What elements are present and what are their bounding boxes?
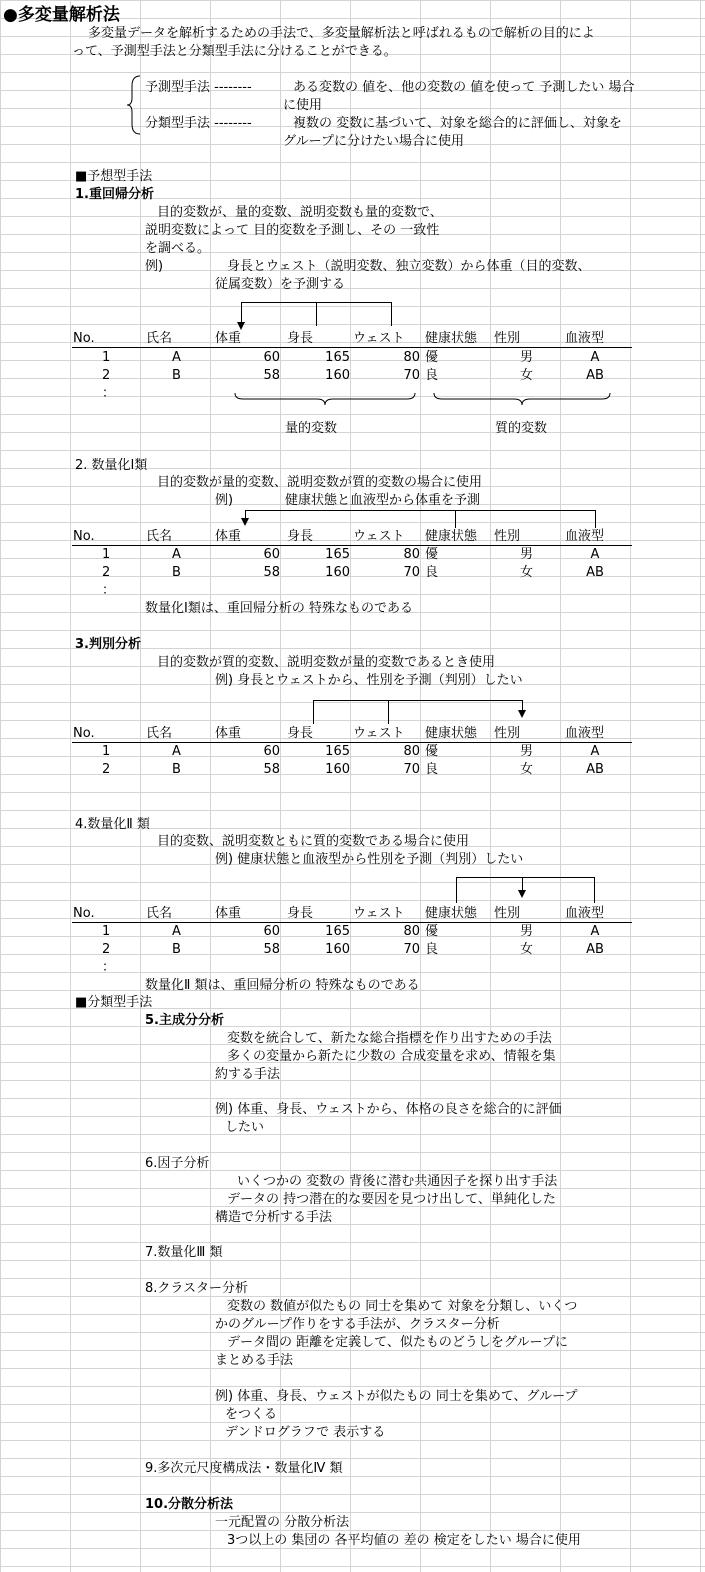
table-cell: 優: [425, 547, 439, 562]
table-cell: 160: [325, 565, 350, 580]
table-cell: 165: [325, 547, 350, 562]
th-waist: ウェスト: [353, 529, 405, 544]
qual-brace: [432, 392, 612, 406]
th-health: 健康状態: [425, 906, 478, 921]
s2-connector-right: [595, 510, 596, 528]
s8-example-1: 例) 体重、身長、ウェストが似たもの 同士を集めて、グループ: [215, 1389, 578, 1404]
th-weight: 体重: [215, 331, 242, 346]
s1-connector-right: [391, 302, 392, 326]
s2-example-label: 例): [215, 493, 234, 508]
s3-desc-1: 目的変数が質的変数、説明変数が量的変数であるとき使用: [157, 655, 496, 670]
s4-example: 例) 健康状態と血液型から性別を予測（判別）したい: [215, 852, 524, 867]
table-cell: 優: [425, 924, 439, 939]
table-cell: 男: [520, 350, 534, 365]
s4-connector-top: [456, 877, 594, 878]
th-sex: 性別: [494, 906, 521, 921]
s5-desc-2: 多くの変量から新たに少数の 合成変量を求め、情報を集: [227, 1049, 556, 1064]
th-weight: 体重: [215, 529, 242, 544]
s6-desc-1: いくつかの 変数の 背後に潜む共通因子を探り出す手法: [237, 1174, 558, 1189]
th-no: No.: [73, 726, 95, 741]
table-cell: 2: [102, 762, 111, 777]
table-cell: 80: [403, 924, 420, 939]
table-cell: 80: [403, 744, 420, 759]
th-height: 身長: [287, 529, 314, 544]
table-cell: A: [590, 744, 600, 759]
yosoku-desc-1: ある変数の 値を、他の変数の 値を使って 予測したい 場合: [293, 80, 635, 95]
table-cell: 58: [263, 565, 280, 580]
table-cell: 165: [325, 744, 350, 759]
s2-desc-1: 目的変数が量的変数、説明変数が質的変数の場合に使用: [157, 475, 483, 490]
table-cell: 60: [263, 744, 280, 759]
table-cell: 女: [520, 565, 534, 580]
s4-connector-right: [594, 877, 595, 903]
table-cell: B: [172, 942, 181, 957]
s1-desc-1: 目的変数が、量的変数、説明変数も量的変数で、: [157, 205, 443, 220]
table-cell: A: [172, 744, 181, 759]
th-sex: 性別: [494, 529, 521, 544]
th-no: No.: [73, 906, 95, 921]
table-cell: 80: [403, 350, 420, 365]
s8-example-3: デンドログラフで 表示する: [225, 1425, 386, 1440]
table-cell: 良: [425, 565, 439, 580]
table-cell: AB: [586, 942, 604, 957]
table-cell: A: [590, 547, 600, 562]
s4-desc-1: 目的変数、説明変数ともに質的変数である場合に使用: [157, 834, 470, 849]
s2-title: 2. 数量化Ⅰ類: [75, 458, 148, 473]
table-cell: 165: [325, 350, 350, 365]
s5-title: 5.主成分分析: [145, 1013, 224, 1028]
th-height: 身長: [287, 331, 314, 346]
th-no: No.: [73, 529, 95, 544]
table-cell: 男: [520, 924, 534, 939]
th-waist: ウェスト: [353, 331, 405, 346]
th-health: 健康状態: [425, 331, 478, 346]
table-cell: 160: [325, 368, 350, 383]
table-cell: A: [172, 924, 181, 939]
table-cell: 女: [520, 368, 534, 383]
s8-desc-1: 変数の 数値が似たもの 同士を集めて 対象を分類し、いくつ: [227, 1299, 578, 1314]
table-cell: 60: [263, 350, 280, 365]
table-cell: 70: [403, 565, 420, 580]
table-cell: 女: [520, 942, 534, 957]
s6-title: 6.因子分析: [145, 1156, 210, 1171]
s3-arrow-head: [518, 710, 526, 718]
s5-example-1: 例) 体重、身長、ウェストから、体格の良さを総合的に評価: [215, 1102, 562, 1117]
s3-title: 3.判別分析: [75, 637, 141, 652]
table-cell: 160: [325, 942, 350, 957]
th-health: 健康状態: [425, 726, 478, 741]
table-cell: 男: [520, 547, 534, 562]
table-cell: AB: [586, 565, 604, 580]
section-classify: ■分類型手法: [75, 995, 153, 1010]
quant-label: 量的変数: [285, 421, 338, 436]
table-cell: 良: [425, 942, 439, 957]
s2-arrow-head: [241, 518, 249, 526]
table-cell: 2: [102, 942, 111, 957]
s2-note: 数量化Ⅰ類は、重回帰分析の 特殊なものである: [145, 601, 413, 616]
table-continuation: ：: [102, 960, 116, 975]
s8-title: 8.クラスター分析: [145, 1281, 249, 1296]
qual-label: 質的変数: [495, 421, 548, 436]
table-cell: 良: [425, 762, 439, 777]
s5-desc-3: 約する手法: [215, 1067, 281, 1082]
bunrui-desc-2: グループに分けたい場合に使用: [283, 134, 464, 149]
table-cell: A: [172, 350, 181, 365]
th-name: 氏名: [146, 726, 173, 741]
table-cell: 1: [102, 547, 111, 562]
table-cell: 良: [425, 368, 439, 383]
th-name: 氏名: [146, 529, 173, 544]
table-cell: AB: [586, 762, 604, 777]
table-cell: B: [172, 565, 181, 580]
table-cell: 60: [263, 547, 280, 562]
types-brace: [126, 74, 142, 136]
table-cell: 2: [102, 565, 111, 580]
s1-example-2: 従属変数）を予測する: [215, 277, 346, 292]
th-blood: 血液型: [565, 331, 605, 346]
table-cell: 1: [102, 744, 111, 759]
th-blood: 血液型: [565, 906, 605, 921]
table-cell: 優: [425, 350, 439, 365]
s4-arrow-head: [518, 890, 526, 898]
table-cell: 70: [403, 762, 420, 777]
s3-connector-right: [522, 700, 523, 710]
th-health: 健康状態: [425, 529, 478, 544]
s8-example-2: をつくる: [225, 1407, 278, 1422]
table-cell: 58: [263, 942, 280, 957]
th-blood: 血液型: [565, 726, 605, 741]
s5-desc-1: 変数を統合して、新たな総合指標を作り出すための手法: [227, 1031, 552, 1046]
table-continuation: ：: [102, 386, 116, 401]
th-height: 身長: [287, 906, 314, 921]
table-cell: 男: [520, 744, 534, 759]
th-no: No.: [73, 331, 95, 346]
s4-note: 数量化Ⅱ 類は、重回帰分析の 特殊なものである: [145, 978, 420, 993]
s8-desc-2: かのグループ作りをする手法が、クラスター分析: [215, 1317, 500, 1332]
s3-connector-left: [313, 700, 314, 724]
table-4-rule: [72, 922, 632, 923]
s1-desc-2: 説明変数によって 目的変数を予測し、その 一致性: [145, 223, 440, 238]
section-predict: ■予想型手法: [75, 169, 153, 184]
table-cell: 優: [425, 744, 439, 759]
s6-desc-2: データの 持つ潜在的な要因を見つけ出して、単純化した: [227, 1192, 556, 1207]
table-cell: 60: [263, 924, 280, 939]
s9-title: 9.多次元尺度構成法・数量化Ⅳ 類: [145, 1461, 343, 1476]
th-blood: 血液型: [565, 529, 605, 544]
bunrui-desc-1: 複数の 変数に基づいて、対象を総合的に評価し、対象を: [293, 116, 622, 131]
table-cell: A: [172, 547, 181, 562]
table-cell: 70: [403, 942, 420, 957]
s7-title: 7.数量化Ⅲ 類: [145, 1245, 223, 1260]
table-cell: A: [590, 924, 600, 939]
table-cell: 58: [263, 368, 280, 383]
th-sex: 性別: [494, 331, 521, 346]
table-cell: 165: [325, 924, 350, 939]
th-waist: ウェスト: [353, 726, 405, 741]
th-name: 氏名: [146, 906, 173, 921]
s1-title: 1.重回帰分析: [75, 187, 154, 202]
s4-connector-left: [456, 877, 457, 903]
table-cell: AB: [586, 368, 604, 383]
s6-desc-3: 構造で分析する手法: [215, 1210, 333, 1225]
s2-connector-mid: [455, 510, 456, 528]
s4-connector-mid: [522, 877, 523, 890]
s1-connector-left: [241, 302, 242, 324]
intro-line-2: って、予測型手法と分類型手法に分けることができる。: [72, 44, 397, 59]
s10-desc-1: 一元配置の 分散分析法: [215, 1515, 350, 1530]
s10-title: 10.分散分析法: [145, 1497, 234, 1512]
s3-example: 例) 身長とウェストから、性別を予測（判別）したい: [215, 673, 523, 688]
intro-line-1: 多変量データを解析するための手法で、多変量解析法と呼ばれるもので解析の目的によ: [88, 26, 595, 41]
table-cell: 160: [325, 762, 350, 777]
th-weight: 体重: [215, 906, 242, 921]
s1-example-label: 例): [145, 259, 164, 274]
table-cell: 80: [403, 547, 420, 562]
table-continuation: ：: [102, 583, 116, 598]
th-name: 氏名: [146, 331, 173, 346]
s1-arrow-head: [237, 322, 245, 330]
s1-connector-mid: [316, 302, 317, 326]
s8-desc-4: まとめる手法: [215, 1353, 294, 1368]
s8-desc-3: データ間の 距離を定義して、似たものどうしをグループに: [227, 1335, 568, 1350]
table-2-rule: [72, 545, 632, 546]
s2-connector-top: [245, 510, 595, 511]
th-waist: ウェスト: [353, 906, 405, 921]
yosoku-desc-2: に使用: [283, 98, 323, 113]
th-height: 身長: [287, 726, 314, 741]
table-cell: 2: [102, 368, 111, 383]
s5-example-2: したい: [225, 1120, 265, 1135]
quant-brace: [233, 392, 417, 406]
table-cell: 58: [263, 762, 280, 777]
table-cell: 女: [520, 762, 534, 777]
s4-title: 4.数量化Ⅱ 類: [75, 817, 150, 832]
table-cell: 1: [102, 924, 111, 939]
s3-connector-top: [313, 700, 522, 701]
s2-example: 健康状態と血液型から体重を予測: [285, 493, 481, 508]
s1-desc-3: を調べる。: [145, 241, 211, 256]
table-cell: 1: [102, 350, 111, 365]
table-3-rule: [72, 742, 632, 743]
bunrui-label: 分類型手法 --------: [145, 116, 252, 131]
th-sex: 性別: [494, 726, 521, 741]
table-cell: B: [172, 762, 181, 777]
s1-example-1: 身長とウェスト（説明変数、独立変数）から体重（目的変数、: [227, 259, 591, 274]
th-weight: 体重: [215, 726, 242, 741]
s10-desc-2: 3つ以上の 集団の 各平均値の 差の 検定をしたい 場合に使用: [227, 1533, 581, 1548]
page-title: ●多変量解析法: [3, 5, 120, 25]
table-cell: 70: [403, 368, 420, 383]
table-cell: A: [590, 350, 600, 365]
table-1-rule: [72, 347, 632, 348]
s3-connector-mid: [388, 700, 389, 724]
table-cell: B: [172, 368, 181, 383]
yosoku-label: 予測型手法 --------: [145, 80, 252, 95]
